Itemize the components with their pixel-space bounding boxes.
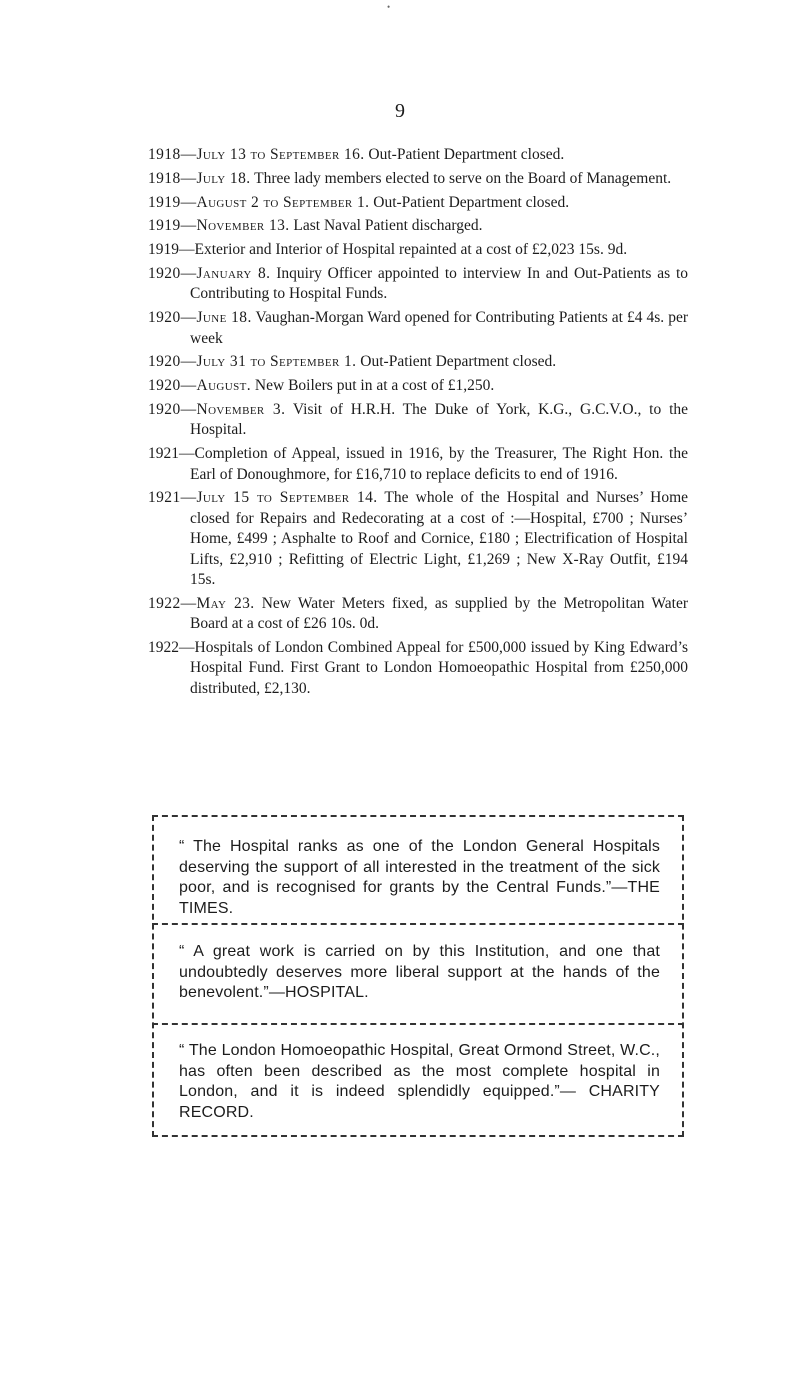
box-divider-1 <box>152 923 684 925</box>
entry-date: 1919—November 13. <box>148 217 290 235</box>
quote-hospital: “ A great work is carried on by this Institution, and one that undoubtedly deserves more liberal support at the hands of the benevolent.”—HOSPITAL. <box>179 943 660 1001</box>
entry-text: 1922—Hospitals of London Combined Appeal for £500,000 issued by King Edward’s Hospital Fund. First Grant to London Homoeopathic Hospital from £250,000 distributed, £2,130. <box>148 639 688 697</box>
entry-text: 1921—Completion of Appeal, issued in 1916, by the Treasurer, The Right Hon. the Earl of Donoughmore, for £16,710 to replace deficits to end of 1916. <box>148 445 688 483</box>
entry-text: Inquiry Officer appointed to interview In and Out-Patients as to Contributing to Hospital Funds. <box>190 264 689 303</box>
entry-text: Visit of H.R.H. The Duke of York, K.G., G.C.V.O., to the Hospital. <box>190 400 688 439</box>
chronology-entry <box>148 594 688 635</box>
chronology-entry <box>148 444 688 485</box>
entry-date: 1920—November 3. <box>148 400 286 418</box>
chronology-entry <box>148 488 688 590</box>
entry-text: New Water Meters fixed, as supplied by the Metropolitan Water Board at a cost of £26 10s. 0d. <box>190 594 688 633</box>
quote-charity-record: “ The London Homoeopathic Hospital, Great Ormond Street, W.C., has often been described as the most complete hospital in London, and it is indeed splendidly equipped.”— CHARITY RECORD. <box>179 1042 660 1121</box>
entry-text: Out-Patient Department closed. <box>369 193 570 211</box>
entry-text: Vaughan-Morgan Ward opened for Contributing Patients at £4 4s. per week <box>190 309 688 347</box>
chronology-entry <box>148 193 688 213</box>
top-mark: • <box>387 2 391 12</box>
entry-date: 1920—July 31 to September 1. <box>148 353 357 371</box>
box-border-right <box>682 815 684 1137</box>
chronology-entry <box>148 638 688 699</box>
entry-date: 1920—June 18. <box>148 309 252 327</box>
chronology-list <box>148 145 688 703</box>
entry-date: 1919—August 2 to September 1. <box>148 193 370 211</box>
entry-text: Three lady members elected to serve on the Board of Management. <box>250 169 672 187</box>
entry-text: Last Naval Patient discharged. <box>289 217 483 235</box>
chronology-entry <box>148 400 688 441</box>
chronology-entry <box>148 240 688 260</box>
quote-times: “ The Hospital ranks as one of the London General Hospitals deserving the support of all interested in the treatment of the sick poor, and is recognised for grants by the Central Funds.”—THE TIMES. <box>179 838 660 917</box>
chronology-entry <box>148 145 688 165</box>
entry-date: 1918—July 18. <box>148 169 251 187</box>
entry-date: 1921—July 15 to September 14. <box>148 489 378 507</box>
box-border-left <box>152 815 154 1137</box>
entry-text: The whole of the Hospital and Nurses’ Home closed for Repairs and Redecorating at a cost of :—Hospital, £700 ; Nurses’ Home, £499 ; Asphalte to Roof and Cornice, £180 ; Electrification of Hospital Lifts, £2,910 ; Refitting of Electric Light, £1,269 ; New X-Ray Outfit, £194 15s. <box>190 489 689 589</box>
chronology-entry <box>148 376 688 396</box>
page-number: 9 <box>395 100 405 122</box>
entry-text: New Boilers put in at a cost of £1,250. <box>251 377 495 395</box>
entry-text: Out-Patient Department closed. <box>364 146 565 163</box>
box-divider-2 <box>152 1023 684 1025</box>
entry-date: 1918—July 13 to September 16. <box>148 146 365 163</box>
entry-date: 1920—August. <box>148 377 252 395</box>
chronology-entry <box>148 352 688 372</box>
entry-date: 1922—May 23. <box>148 594 255 612</box>
entry-text: 1919—Exterior and Interior of Hospital repainted at a cost of £2,023 15s. 9d. <box>148 241 628 259</box>
entry-date: 1920—January 8. <box>148 264 271 282</box>
box-border-bottom <box>152 1135 684 1137</box>
chronology-entry <box>148 308 688 349</box>
chronology-entry <box>148 264 688 305</box>
entry-text: Out-Patient Department closed. <box>356 353 557 371</box>
box-border-top <box>152 815 684 817</box>
chronology-entry <box>148 169 688 189</box>
quotes-box <box>152 815 684 1137</box>
chronology-entry <box>148 216 688 236</box>
